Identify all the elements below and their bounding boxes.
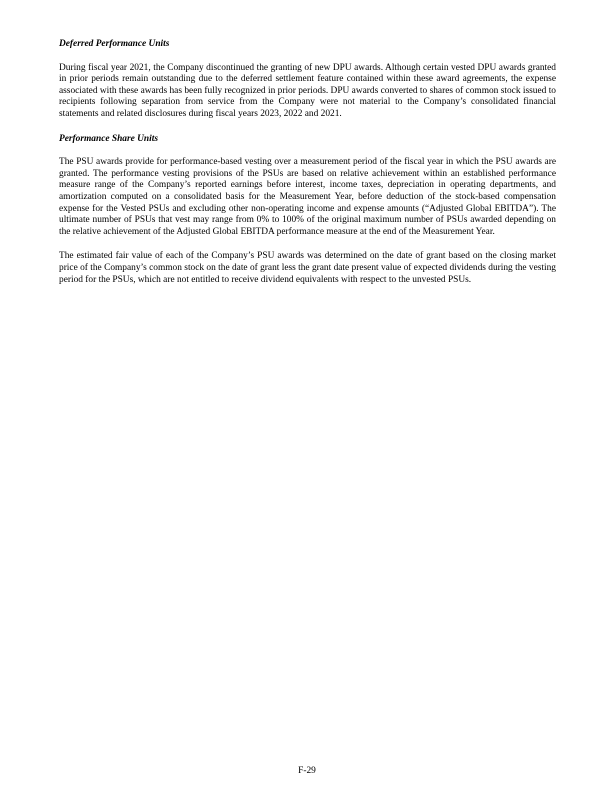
section-deferred-performance-units [59,39,556,121]
section-performance-share-units [59,134,556,287]
section-heading: Deferred Performance Units [59,39,170,49]
page-number: F-29 [298,766,316,776]
paragraph: The estimated fair value of each of the Company’s PSU awards was determined on the date of grant based on the closing market price of the Company’s common stock on the date of grant less the grant date present value of expected dividends during the vesting period for the PSUs, which are not entitled to receive dividend equivalents with respect to the unvested PSUs. [59,251,556,285]
document-page [59,39,556,299]
paragraph: The PSU awards provide for performance-based vesting over a measurement period of the fiscal year in which the PSU awards are granted. The performance vesting provisions of the PSUs are based on relative achievement within an established performance measure range of the Company’s reported earnings before interest, income taxes, depreciation in operating departments, and amortization computed on a consolidated basis for the Measurement Year, before deduction of the stock-based compensation expense for the Vested PSUs and excluding other non-operating income and expense amounts (“Adjusted Global EBITDA”). The ultimate number of PSUs that vest may range from 0% to 100% of the original maximum number of PSUs awarded depending on the relative achievement of the Adjusted Global EBITDA performance measure at the end of the Measurement Year. [59,157,556,237]
paragraph: During fiscal year 2021, the Company discontinued the granting of new DPU awards. Although certain vested DPU awards granted in prior periods remain outstanding due to the deferred settlement feature contained within these award agreements, the expense associated with these awards has been fully recognized in prior periods. DPU awards converted to shares of common stock issued to recipients following separation from service from the Company were not material to the Company’s consolidated financial statements and related disclosures during fiscal years 2023, 2022 and 2021. [59,62,556,119]
section-heading: Performance Share Units [59,133,158,144]
